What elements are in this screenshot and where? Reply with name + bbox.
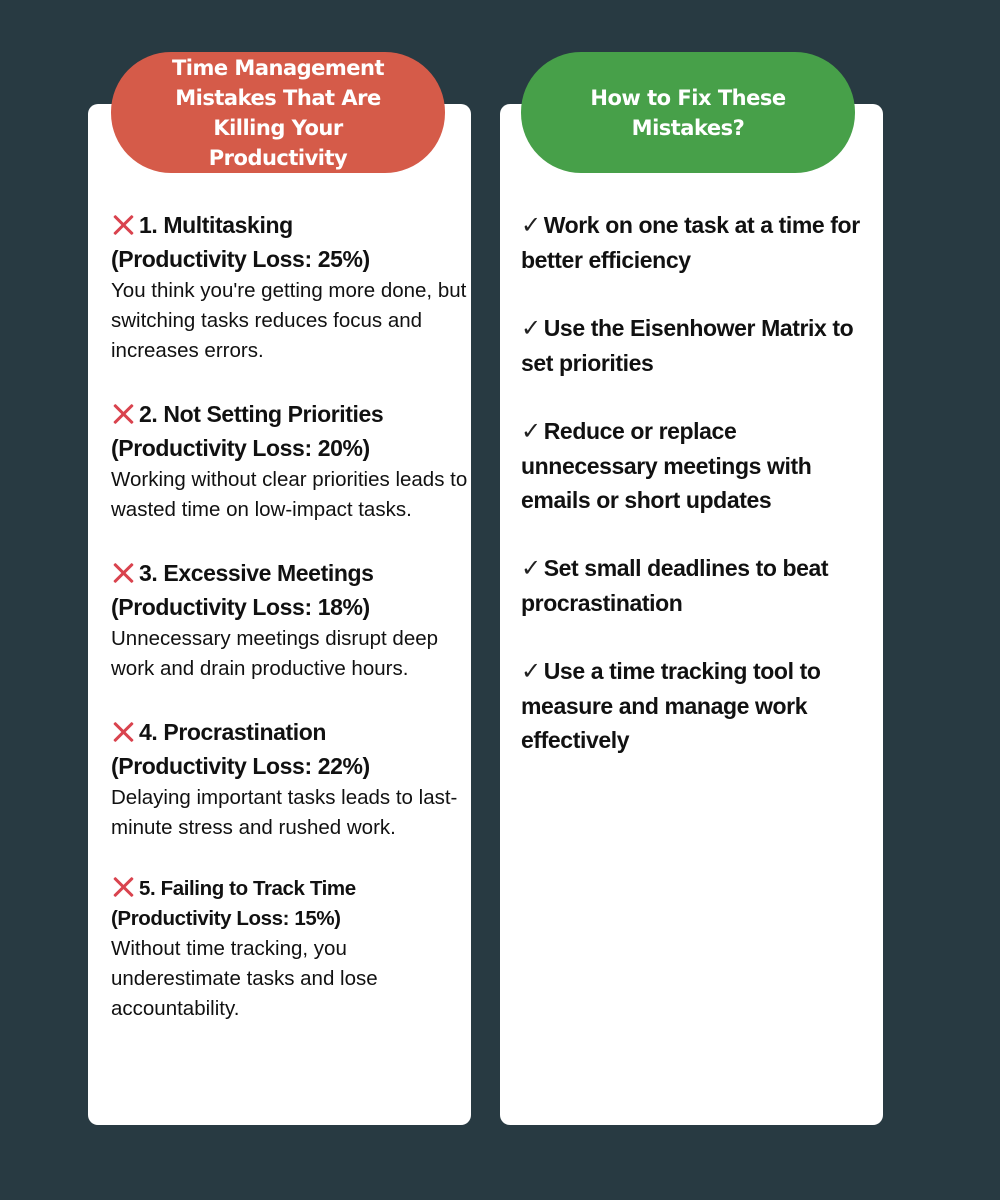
mistakes-header (111, 52, 445, 173)
check-mark-icon: ✓ (521, 212, 541, 239)
fixes-header-title: How to Fix These Mistakes? (590, 85, 786, 140)
mistake-title: 2. Not Setting Priorities (139, 401, 384, 427)
fix-text: Set small deadlines to beat procrastination (521, 555, 829, 616)
fix-text: Use a time tracking tool to measure and manage work effectively (521, 658, 821, 753)
mistake-title: 3. Excessive Meetings (139, 560, 374, 586)
check-mark-icon: ✓ (521, 315, 541, 342)
mistake-title: 4. Procrastination (139, 719, 327, 745)
fix-item (521, 208, 871, 277)
mistake-description: Unnecessary meetings disrupt deep work and drain productive hours. (111, 627, 439, 680)
mistake-title: 1. Multitasking (139, 212, 293, 238)
check-mark-icon: ✓ (521, 418, 541, 445)
mistake-loss: (Productivity Loss: 22%) (111, 753, 370, 779)
fix-item (521, 311, 871, 380)
cross-mark-icon (111, 719, 135, 743)
fix-item (521, 654, 871, 757)
fix-item (521, 551, 871, 620)
mistake-loss: (Productivity Loss: 15%) (111, 907, 341, 930)
check-mark-icon: ✓ (521, 555, 541, 582)
mistake-item (111, 556, 483, 684)
mistake-description: Working without clear priorities leads to wasted time on low-impact tasks. (111, 468, 468, 521)
cross-mark-icon (111, 212, 135, 236)
mistake-title: 5. Failing to Track Time (139, 877, 356, 900)
mistakes-header-title: Time Management Mistakes That Are Killing Your Productivity (171, 55, 385, 170)
fix-text: Reduce or replace unnecessary meetings with emails or short updates (521, 418, 812, 513)
mistake-description: Delaying important tasks leads to last-minute stress and rushed work. (111, 786, 458, 839)
mistake-loss: (Productivity Loss: 18%) (111, 594, 370, 620)
mistake-item (111, 208, 483, 366)
mistake-item (111, 397, 483, 525)
mistake-description: You think you're getting more done, but switching tasks reduces focus and increases errors. (111, 279, 467, 362)
cross-mark-icon (111, 560, 135, 584)
mistake-item (111, 874, 483, 1024)
mistake-loss: (Productivity Loss: 20%) (111, 435, 370, 461)
fixes-header (521, 52, 855, 173)
mistake-loss: (Productivity Loss: 25%) (111, 246, 370, 272)
mistake-description: Without time tracking, you underestimate tasks and lose accountability. (111, 937, 378, 1020)
mistakes-list (111, 208, 483, 1055)
check-mark-icon: ✓ (521, 658, 541, 685)
fix-text: Work on one task at a time for better efficiency (521, 212, 860, 273)
cross-mark-icon (111, 401, 135, 425)
cross-mark-icon (111, 874, 135, 898)
fix-text: Use the Eisenhower Matrix to set priorities (521, 315, 854, 376)
fix-item (521, 414, 871, 517)
mistake-item (111, 715, 483, 843)
fixes-list (521, 208, 871, 791)
